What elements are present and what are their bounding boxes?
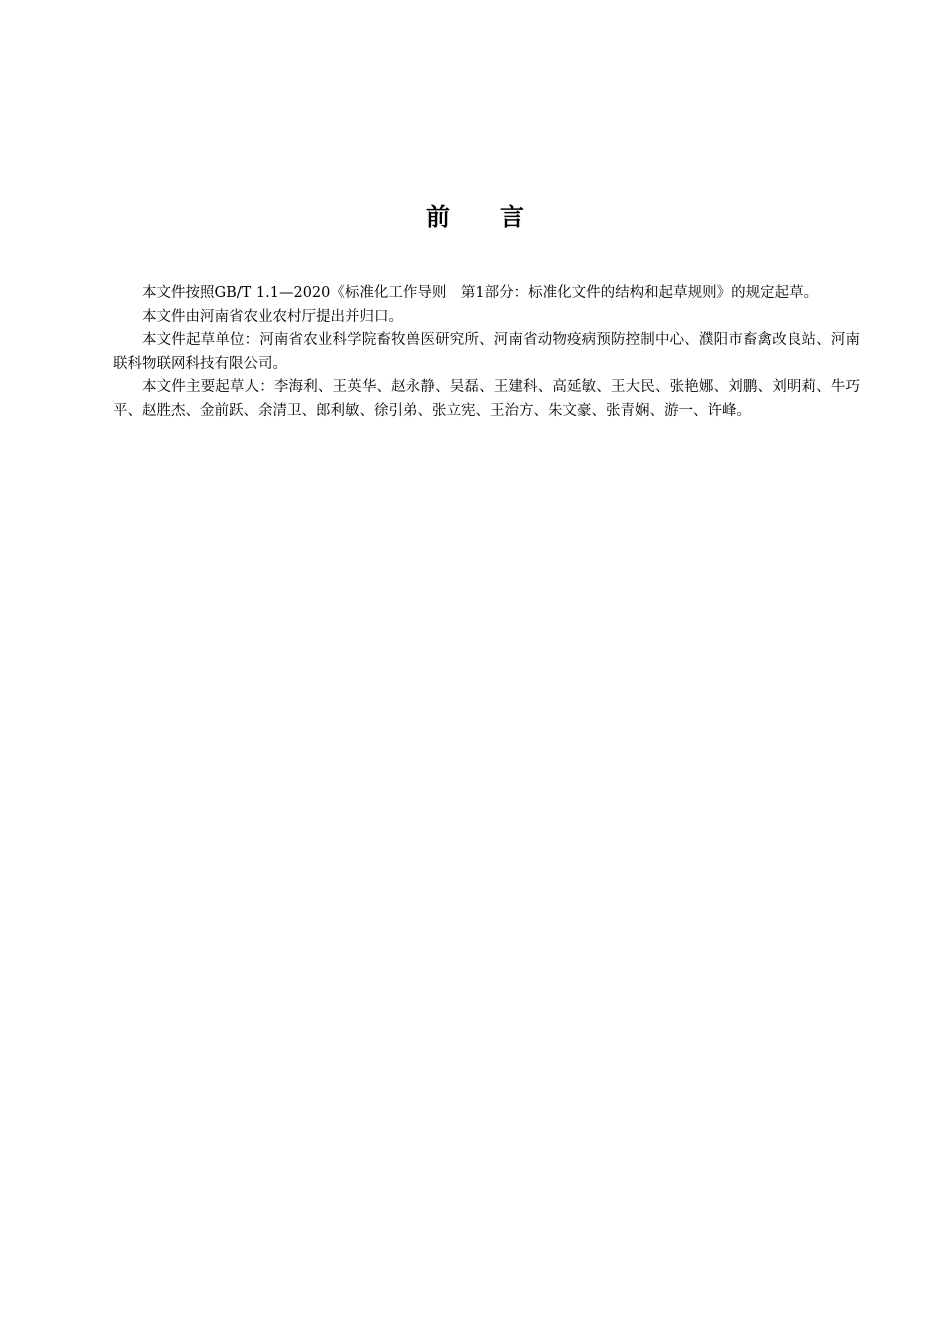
paragraph-drafting-standard: 本文件按照GB/T 1.1—2020《标准化工作导则 第1部分：标准化文件的结构和起草规则》的规定起草。 [142, 285, 819, 301]
preface-body [113, 282, 860, 423]
paragraph-drafters: 本文件主要起草人：李海利、王英华、赵永静、吴磊、王建科、高延敏、王大民、张艳娜、刘鹏、刘明莉、牛巧平、赵胜杰、金前跃、余清卫、郎利敏、徐引弟、张立宪、王治方、朱文豪、张青娴、游一、许峰。 [113, 379, 860, 419]
title-char-2: 言 [500, 203, 524, 231]
page-title [0, 200, 950, 234]
title-char-1: 前 [426, 203, 450, 231]
paragraph-drafting-units: 本文件起草单位：河南省农业科学院畜牧兽医研究所、河南省动物疫病预防控制中心、濮阳市畜禽改良站、河南联科物联网科技有限公司。 [113, 332, 860, 372]
paragraph-proposer: 本文件由河南省农业农村厅提出并归口。 [142, 308, 403, 325]
